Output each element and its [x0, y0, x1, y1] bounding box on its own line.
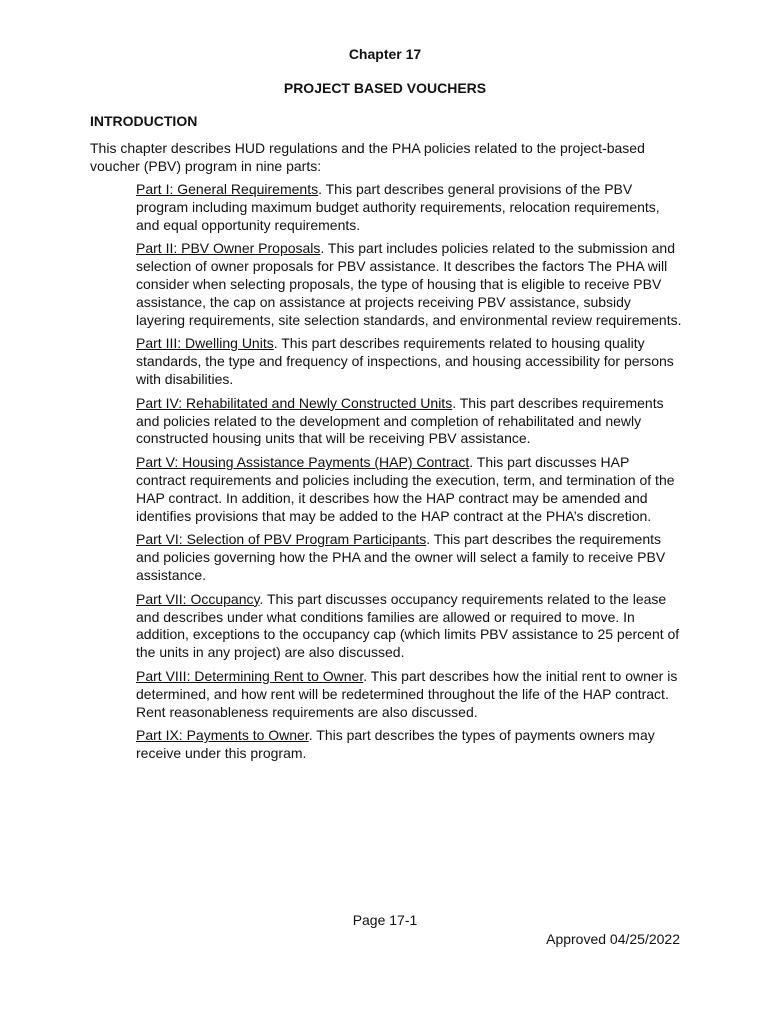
chapter-title: PROJECT BASED VOUCHERS — [283, 80, 487, 96]
page-number: Page 17-1 — [352, 912, 418, 928]
part-item — [136, 335, 682, 388]
part-description: . This part describes requirements and policies related to the development and completion of rehabilitated and newly constructed housing units that will be receiving PBV assistance. — [136, 394, 664, 447]
part-item — [136, 395, 682, 448]
part-item — [136, 727, 682, 763]
part-title: Part IV: Rehabilitated and Newly Constructed Units — [136, 394, 453, 411]
part-description: . This part discusses HAP contract requirements and policies including the execution, term, and termination of the HAP contract. In addition, it describes how the HAP contract may be amended and identifies provisions that may be added to the HAP contract at the PHA’s discretion. — [136, 454, 675, 524]
part-description: . This part describes the types of payments owners may receive under this program. — [136, 727, 655, 762]
part-title: Part V: Housing Assistance Payments (HAP) Contract — [136, 454, 470, 471]
part-description: . This part includes policies related to the submission and selection of owner proposals for PBV assistance. It describes the factors The PHA will consider when selecting proposals, the type of housing that is eligible to receive PBV assistance, the cap on assistance at projects receiving PBV assistance, subsidy layering requirements, site selection standards, and environmental review requirements. — [136, 240, 682, 328]
part-item — [136, 591, 682, 662]
part-description: . This part discusses occupancy requirements related to the lease and describes under what conditions families are allowed or required to move. In addition, exceptions to the occupancy cap (which limits PBV assistance to 25 percent of the units in any project) are also discussed. — [136, 590, 680, 661]
part-description: . This part describes general provisions of the PBV program including maximum budget authority requirements, relocation requirements, and equal opportunity requirements. — [136, 181, 660, 233]
part-title: Part I: General Requirements — [136, 181, 319, 197]
part-item — [136, 668, 682, 721]
part-title: Part VIII: Determining Rent to Owner — [136, 667, 364, 684]
part-title: Part VI: Selection of PBV Program Participants — [136, 531, 427, 548]
part-description: . This part describes how the initial rent to owner is determined, and how rent will be redetermined throughout the life of the HAP contract. Rent reasonableness requirements are also discussed. — [136, 667, 678, 720]
part-title: Part III: Dwelling Units — [136, 335, 274, 352]
part-item — [136, 531, 682, 584]
approval-date: Approved 04/25/2022 — [546, 931, 680, 947]
part-item — [136, 181, 682, 234]
part-item — [136, 240, 682, 329]
part-description: . This part describes requirements related to housing quality standards, the type and frequency of inspections, and housing accessibility for persons with disabilities. — [136, 335, 674, 387]
section-heading: INTRODUCTION — [90, 113, 198, 129]
part-title: Part II: PBV Owner Proposals — [136, 240, 321, 257]
chapter-label: Chapter 17 — [348, 46, 422, 62]
part-title: Part IX: Payments to Owner — [136, 727, 309, 744]
parts-list — [136, 181, 682, 769]
part-description: . This part describes the requirements and policies governing how the PHA and the owner will select a family to receive PBV assistance. — [136, 531, 666, 583]
intro-paragraph: This chapter describes HUD regulations and the PHA policies related to the project-based voucher (PBV) program in nine parts: — [90, 140, 645, 174]
part-title: Part VII: Occupancy — [136, 590, 260, 607]
part-item — [136, 454, 682, 525]
